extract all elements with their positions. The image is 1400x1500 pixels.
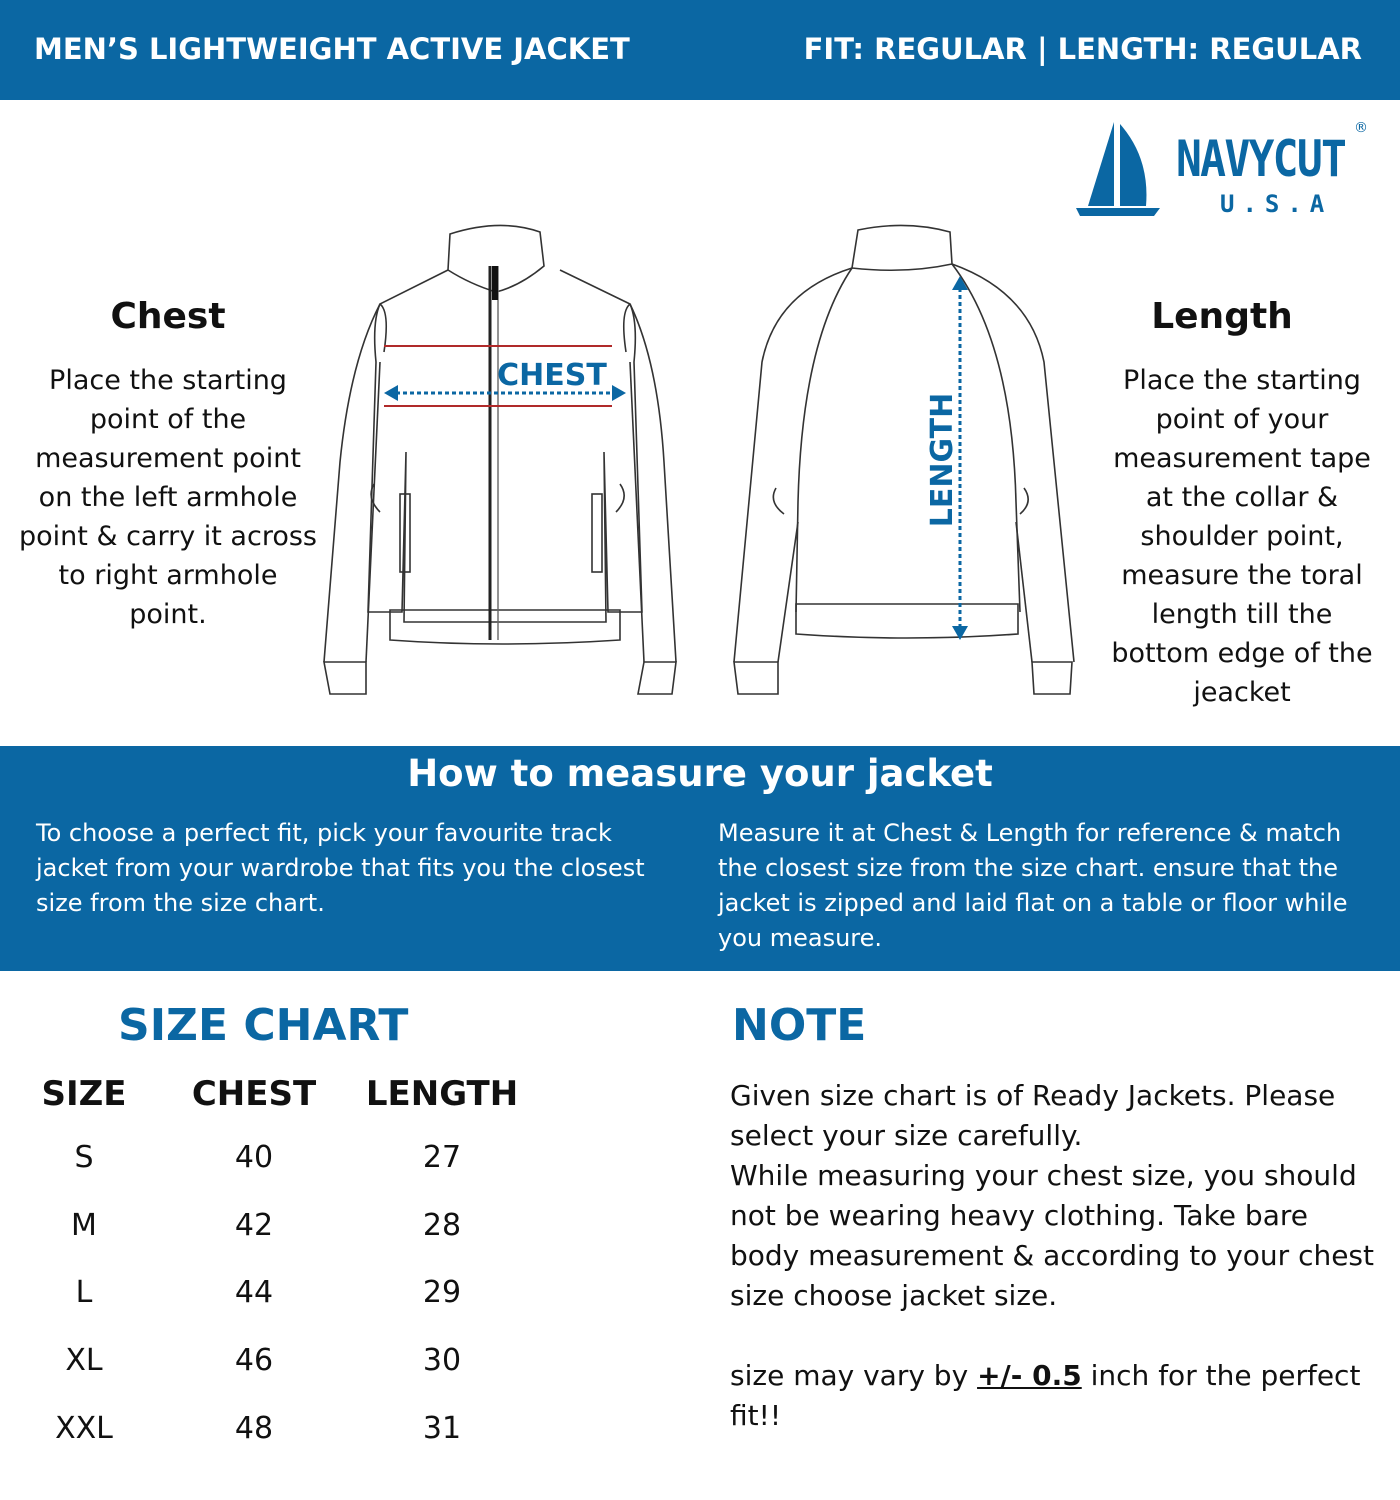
length-diagram-label: LENGTH bbox=[925, 392, 960, 528]
size-cell: M bbox=[71, 1208, 97, 1243]
chest-heading: Chest bbox=[110, 296, 226, 337]
chest-diagram-label: CHEST bbox=[497, 358, 607, 393]
chest-cell: 48 bbox=[234, 1411, 274, 1446]
length-cell: 27 bbox=[422, 1140, 462, 1175]
brand-name: NAVYCUT bbox=[1176, 130, 1346, 188]
length-cell: 31 bbox=[422, 1411, 462, 1446]
brand-logo bbox=[1074, 118, 1374, 228]
jacket-back-diagram bbox=[726, 222, 1086, 702]
size-cell: XXL bbox=[55, 1411, 113, 1446]
arrow-left-icon bbox=[384, 385, 398, 401]
note-spacer bbox=[730, 1316, 1380, 1356]
arrow-right-icon bbox=[612, 385, 626, 401]
fit-info: FIT: REGULAR | LENGTH: REGULAR bbox=[803, 32, 1362, 66]
length-column-header: LENGTH bbox=[365, 1074, 519, 1114]
chest-cell: 42 bbox=[234, 1208, 274, 1243]
length-heading: Length bbox=[1151, 296, 1293, 337]
how-to-measure-section bbox=[0, 746, 1400, 971]
brand-sub: U.S.A bbox=[1220, 190, 1333, 218]
sailboat-icon bbox=[1074, 118, 1164, 218]
jacket-front-diagram bbox=[320, 222, 680, 702]
note-title: NOTE bbox=[732, 1000, 867, 1051]
chest-column-header: CHEST bbox=[191, 1074, 317, 1114]
size-cell: S bbox=[74, 1140, 94, 1175]
note-body bbox=[730, 1076, 1380, 1436]
registered-mark: ® bbox=[1354, 120, 1368, 136]
chest-cell: 46 bbox=[234, 1343, 274, 1378]
how-to-left-text: To choose a perfect fit, pick your favourite track jacket from your wardrobe that fits you the closest size from the size chart. bbox=[36, 819, 645, 917]
chest-cell: 44 bbox=[234, 1275, 274, 1310]
how-to-right-text: Measure it at Chest & Length for reference & match the closest size from the size chart. ensure that the jacket is zipped and laid flat on a table or floor while you measure. bbox=[718, 819, 1348, 952]
note-tolerance-prefix: size may vary by bbox=[730, 1359, 978, 1392]
note-paragraph: While measuring your chest size, you should not be wearing heavy clothing. Take bare body measurement & according to your chest size choose jacket size. bbox=[730, 1159, 1374, 1312]
size-cell: L bbox=[75, 1275, 93, 1310]
how-to-title: How to measure your jacket bbox=[407, 752, 993, 795]
chest-instructions: Place the starting point of the measurement point on the left armhole point & carry it across to right armhole point. bbox=[19, 365, 317, 630]
size-chart-title: SIZE CHART bbox=[118, 1000, 409, 1051]
length-cell: 28 bbox=[422, 1208, 462, 1243]
product-title: MEN’S LIGHTWEIGHT ACTIVE JACKET bbox=[34, 32, 630, 66]
length-cell: 30 bbox=[422, 1343, 462, 1378]
chest-cell: 40 bbox=[234, 1140, 274, 1175]
header-bar bbox=[0, 0, 1400, 100]
size-cell: XL bbox=[65, 1343, 103, 1378]
length-instructions: Place the starting point of your measurement tape at the collar & shoulder point, measure the toral length till the bottom edge of the jeacket bbox=[1111, 365, 1373, 708]
note-tolerance-suffix: inch for the perfect fit!! bbox=[730, 1359, 1361, 1432]
note-paragraph: Given size chart is of Ready Jackets. Please select your size carefully. bbox=[730, 1079, 1336, 1152]
note-tolerance bbox=[730, 1356, 1380, 1436]
length-cell: 29 bbox=[422, 1275, 462, 1310]
size-column-header: SIZE bbox=[41, 1074, 127, 1114]
note-tolerance-value: +/- 0.5 bbox=[977, 1359, 1082, 1392]
